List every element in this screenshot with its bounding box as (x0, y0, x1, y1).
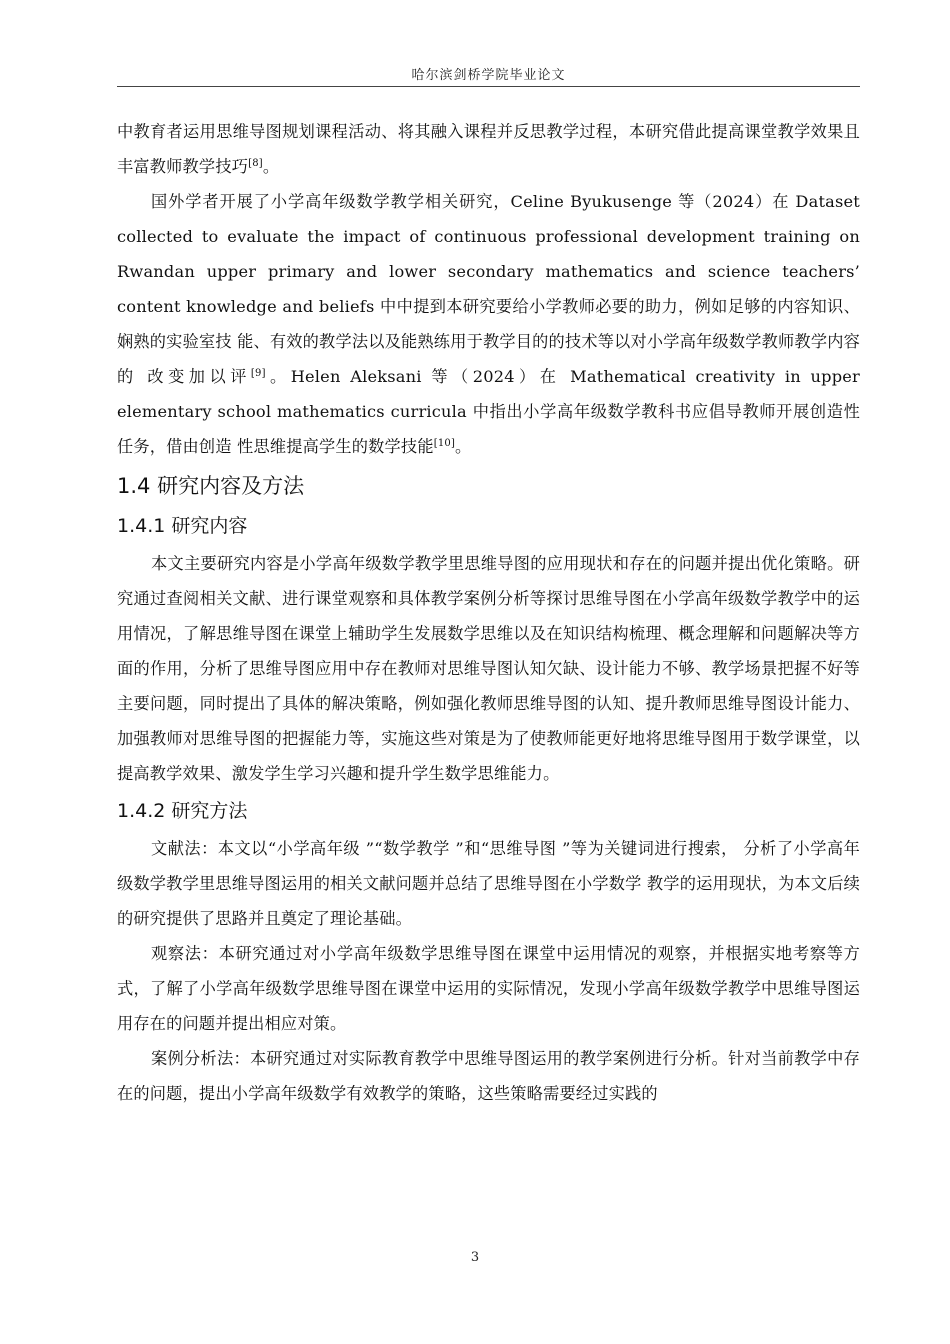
page-body (117, 114, 860, 1111)
section-heading-1-4: 1.4 研究内容及方法 (117, 474, 305, 498)
paragraph-end: 。 (455, 437, 472, 456)
citation-ref: [9] (250, 368, 266, 379)
header-rule (117, 86, 860, 87)
subsection-heading-1-4-2: 1.4.2 研究方法 (117, 800, 248, 822)
paragraph-continuation (117, 114, 860, 184)
paragraph-text: 。Helen Aleksani 等（2024）在 Mathematical creativity in upper elementary school mathematics curricula 中指出小学高年级数学教科书应倡导教师开展创造性任务，借由创造 性思维提高学生的数学技能 (117, 367, 860, 456)
paragraph-end: 。 (262, 157, 280, 176)
citation-ref: [8] (248, 158, 263, 169)
page-header: 哈尔滨剑桥学院毕业论文 (411, 68, 566, 83)
paragraph-research-content: 本文主要研究内容是小学高年级数学教学里思维导图的应用现状和存在的问题并提出优化策略。研究通过查阅相关文献、进行课堂观察和具体教学案例分析等探讨思维导图在小学高年级数学教学中的运用情况，了解思维导图在课堂上辅助学生发展数学思维以及在知识结构梳理、概念理解和问题解决等方面的作用，分析了思维导图应用中存在教师对思维导图认知欠缺、设计能力不够、教学场景把握不好等主要问题，同时提出了具体的解决策略，例如强化教师思维导图的认知、提升教师思维导图设计能力、加强教师对思维导图的把握能力等，实施这些对策是为了使教师能更好地将思维导图用于数学课堂，以提高教学效果、激发学生学习兴趣和提升学生数学思维能力。 (117, 554, 860, 783)
paragraph-case-analysis-method: 案例分析法：本研究通过对实际教育教学中思维导图运用的教学案例进行分析。针对当前教学中存在的问题，提出小学高年级数学有效教学的策略，这些策略需要经过实践的 (117, 1049, 860, 1103)
paragraph-observation-method: 观察法：本研究通过对小学高年级数学思维导图在课堂中运用情况的观察，并根据实地考察等方式，了解了小学高年级数学思维导图在课堂中运用的实际情况，发现小学高年级数学教学中思维导图运用存在的问题并提出相应对策。 (117, 944, 860, 1033)
paragraph-text: 中教育者运用思维导图规划课程活动、将其融入课程并反思教学过程，本研究借此提高课堂教学效果且丰富教师教学技巧 (117, 122, 860, 176)
subsection-heading-1-4-1: 1.4.1 研究内容 (117, 515, 248, 537)
paragraph-text: 国外学者开展了小学高年级数学教学相关研究，Celine Byukusenge 等（2024）在 Dataset collected to evaluate the impact of continuous professional development training on Rwandan upper primary and lower secondary mathematics and science teachers’ content knowledge and beliefs 中中提到本研究要给小学教师必要的助力，例如足够的内容知识、娴熟的实验室技 能、有效的教学法以及能熟练用于教学目的的技术等以对小学高年级数学教师教学内容的 改变加以评 (117, 192, 860, 386)
paragraph-literature-method: 文献法：本文以“小学高年级 ”“数学教学 ”和“思维导图 ”等为关键词进行搜索， 分析了小学高年级数学教学里思维导图运用的相关文献问题并总结了思维导图在小学数学 教学的运用现状，为本文后续的研究提供了思路并且奠定了理论基础。 (117, 839, 860, 928)
paragraph-foreign-research (117, 184, 860, 464)
citation-ref: [10] (433, 438, 456, 449)
page-number: 3 (470, 1250, 480, 1265)
